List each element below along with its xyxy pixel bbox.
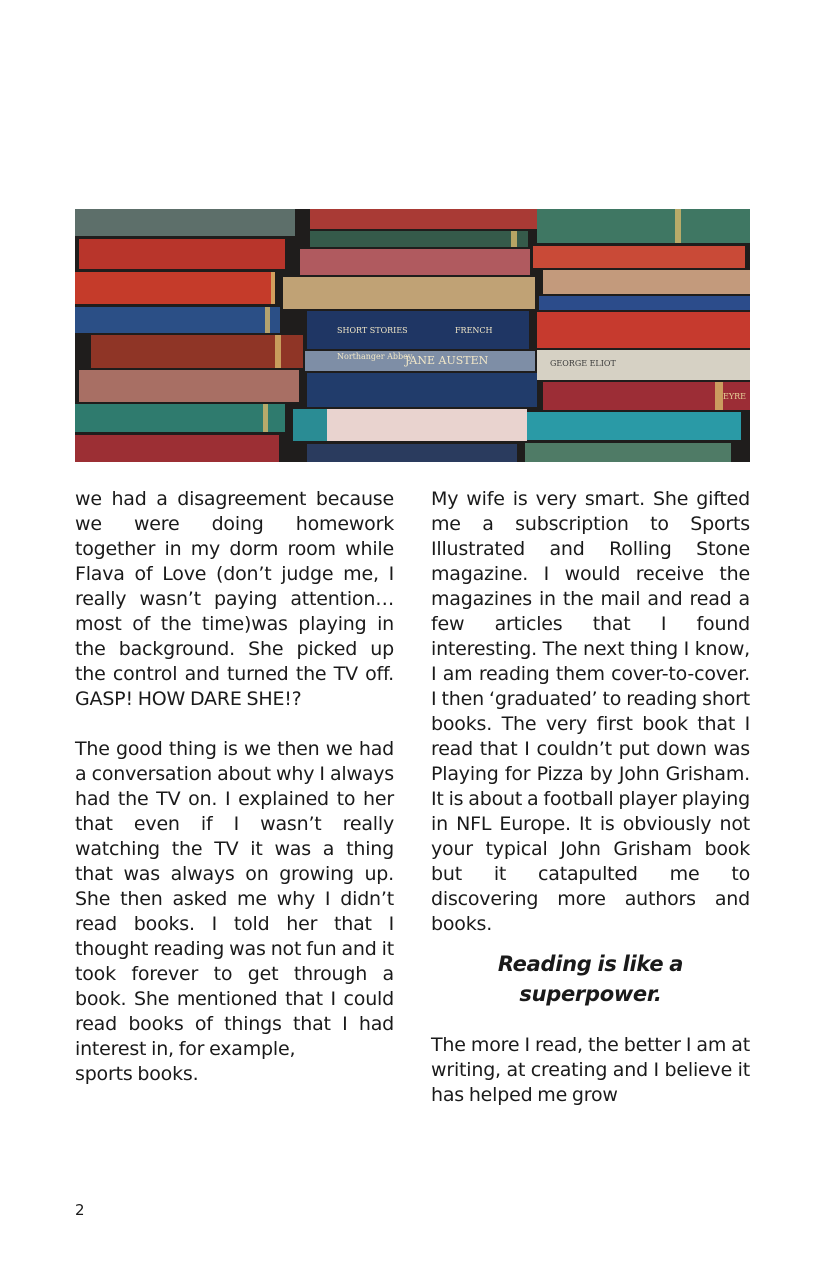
left-column xyxy=(75,487,394,1087)
spine-title-french: FRENCH xyxy=(455,326,493,335)
left-paragraph-1: we had a disagreement because we were doing homework together in my dorm room while Flava of Love (don’t judge me, I really wasn’t paying attention… most of the time)was playing in the background. She picked up the control and turned the TV off. GASP! HOW DARE SHE!? xyxy=(75,488,394,710)
right-paragraph-2: The more I read, the better I am at writing, at creating and I believe it has helped me grow xyxy=(431,1034,750,1106)
books-illustration xyxy=(75,209,750,462)
left-paragraph-2-end: sports books. xyxy=(75,1063,199,1085)
spine-title-short-stories: SHORT STORIES xyxy=(337,326,408,335)
left-paragraph-2: The good thing is we then we had a conversation about why I always had the TV on. I explained to her that even if I wasn’t really watching the TV it was a thing that was always on growing up. She then asked me why I didn’t read books. I told her that I thought reading was not fun and it took forever to get through a book. She mentioned that I could read books of things that I had interest in, for example, xyxy=(75,738,394,1060)
spine-title-eyre: EYRE xyxy=(723,392,746,401)
right-column xyxy=(431,487,750,1108)
pull-quote: Reading is like a superpower. xyxy=(497,952,684,1006)
right-paragraph-1: My wife is very smart. She gifted me a subscription to Sports Illustrated and Rolling Stone magazine. I would receive the magazines in the mail and read a few articles that I found interesting. The next thing I know, I am reading them cover-to-cover. I then ‘graduated’ to reading short books. The very first book that I read that I couldn’t put down was Playing for Pizza by John Grisham. It is about a football player playing in NFL Europe. It is obviously not your typical John Grisham book but it catapulted me to discovering more authors and books. xyxy=(431,488,750,935)
spine-title-eliot: GEORGE ELIOT xyxy=(550,359,616,368)
spine-title-austen: JANE AUSTEN xyxy=(405,354,489,367)
spine-title-northanger: Northanger Abbey xyxy=(337,352,413,361)
books-photo xyxy=(75,209,750,462)
page-number: 2 xyxy=(75,1201,85,1219)
